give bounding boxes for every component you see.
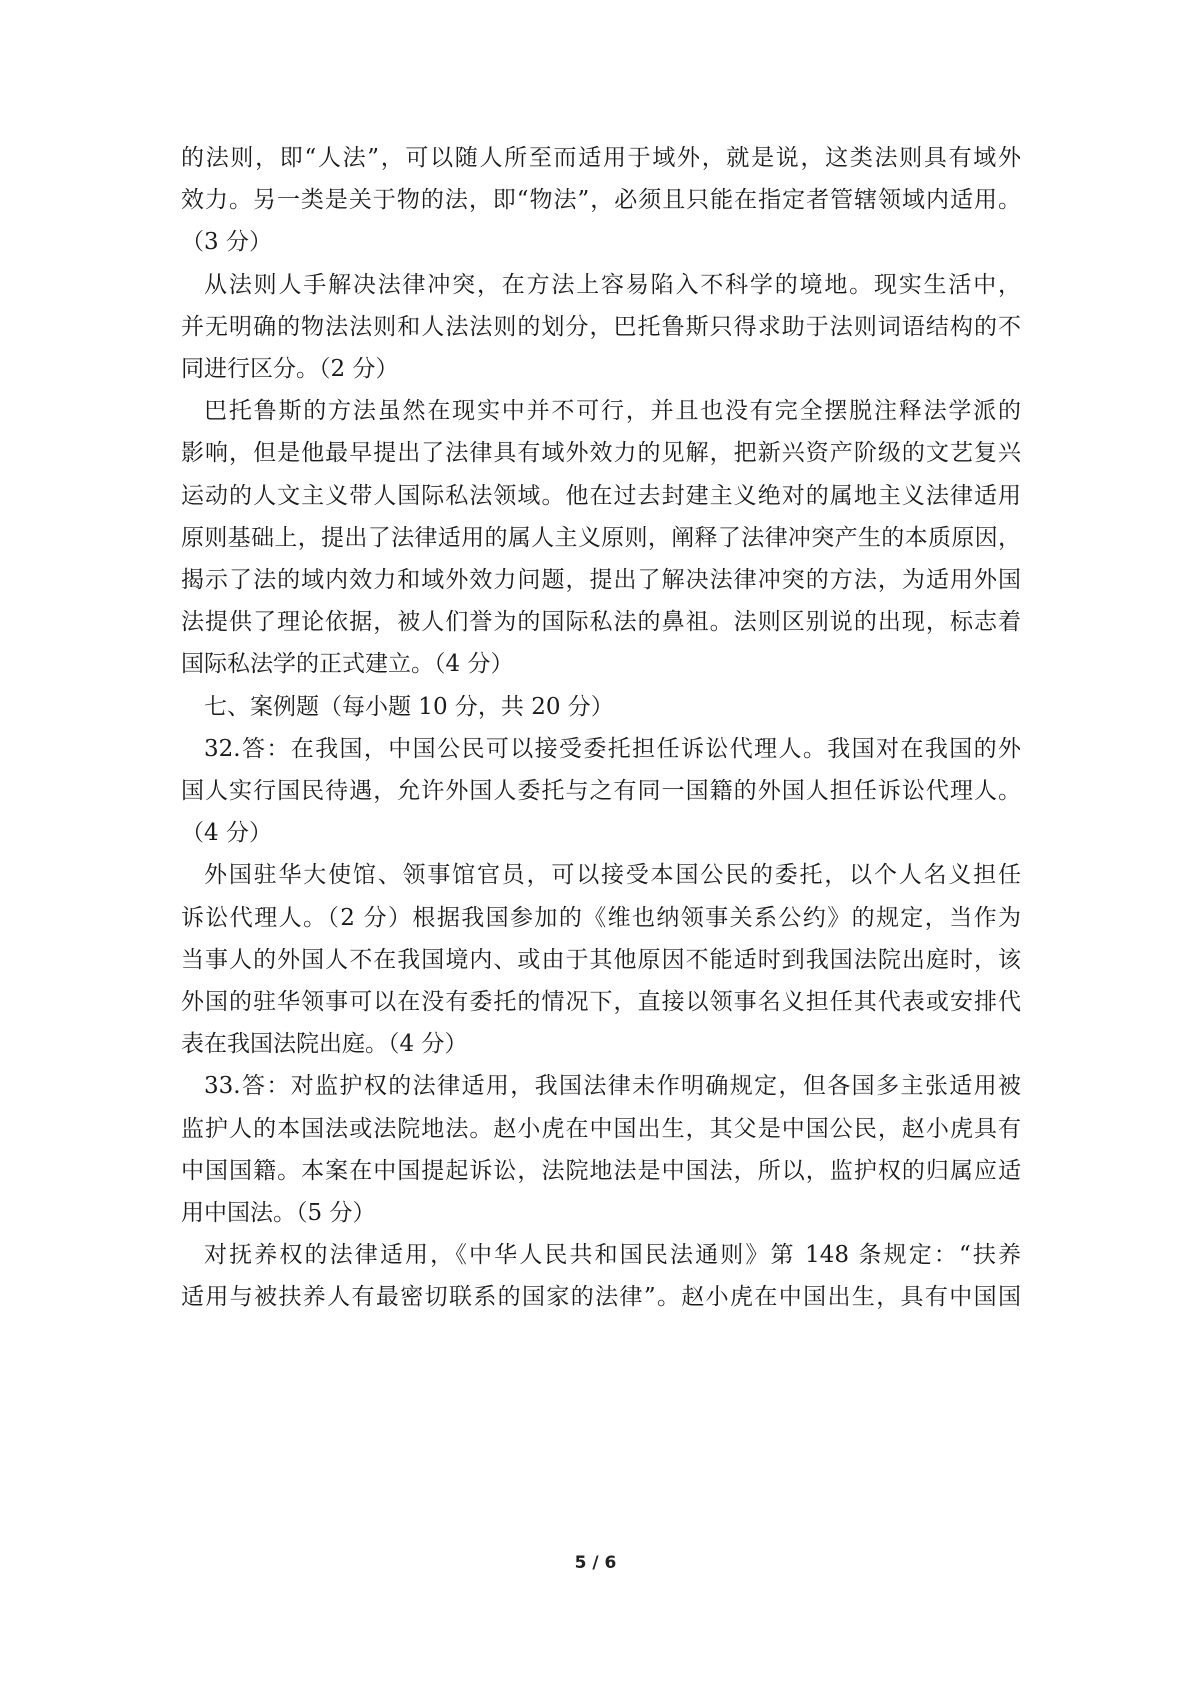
text-line: 运动的人文主义带人国际私法领域。他在过去封建主义绝对的属地主义法律适用 — [181, 482, 1021, 509]
text-line: 效力。另一类是关于物的法，即“物法”，必须且只能在指定者管辖领域内适用。 — [181, 187, 1021, 214]
text-line: 法提供了理论依据，被人们誉为的国际私法的鼻祖。法则区别说的出现，标志着 — [181, 609, 1021, 636]
text-line: 同进行区分。（2 分） — [181, 356, 399, 382]
text-line: 当事人的外国人不在我国境内、或由于其他原因不能适时到我国法院出庭时，该 — [181, 946, 1021, 973]
text-line: 32.答：在我国，中国公民可以接受委托担任诉讼代理人。我国对在我国的外 — [204, 735, 1021, 762]
text-line: 表在我国法院出庭。（4 分） — [181, 1031, 468, 1058]
text-line: 诉讼代理人。（2 分）根据我国参加的《维也纳领事关系公约》的规定，当作为 — [181, 904, 1021, 931]
text-line: 用中国法。（5 分） — [181, 1200, 376, 1226]
text-line: 七、案例题（每小题 10 分，共 20 分） — [204, 693, 614, 720]
page-number: 5 / 6 — [574, 1553, 617, 1573]
text-line: 外国的驻华领事可以在没有委托的情况下，直接以领事名义担任其代表或安排代 — [181, 989, 1021, 1015]
text-line: 适用与被扶养人有最密切联系的国家的法律”。赵小虎在中国出生，具有中国国 — [181, 1284, 1021, 1311]
text-line: 国人实行国民待遇，允许外国人委托与之有同一国籍的外国人担任诉讼代理人。 — [181, 778, 1021, 804]
text-line: 对抚养权的法律适用，《中华人民共和国民法通则》第 148 条规定：“扶养 — [204, 1242, 1021, 1269]
text-line: 监护人的本国法或法院地法。赵小虎在中国出生，其父是中国公民，赵小虎具有 — [181, 1115, 1021, 1142]
text-line: 从法则人手解决法律冲突，在方法上容易陷入不科学的境地。现实生活中， — [204, 271, 1021, 298]
text-line: 中国国籍。本案在中国提起诉讼，法院地法是中国法，所以，监护权的归属应适 — [181, 1157, 1021, 1184]
text-line: 并无明确的物法法则和人法法则的划分，巴托鲁斯只得求助于法则词语结构的不 — [181, 313, 1021, 340]
text-line: 原则基础上，提出了法律适用的属人主义原则，阐释了法律冲突产生的本质原因， — [181, 524, 1021, 551]
text-line: 的法则，即“人法”，可以随人所至而适用于域外，就是说，这类法则具有域外 — [181, 145, 1021, 171]
text-line: 影响，但是他最早提出了法律具有域外效力的见解，把新兴资产阶级的文艺复兴 — [181, 440, 1021, 467]
text-line: 揭示了法的域内效力和域外效力问题，提出了解决法律冲突的方法，为适用外国 — [181, 567, 1021, 593]
text-line: 国际私法学的正式建立。（4 分） — [181, 651, 514, 678]
text-line: 33.答：对监护权的法律适用，我国法律未作明确规定，但各国多主张适用被 — [204, 1073, 1021, 1100]
text-line: （4 分） — [181, 820, 272, 847]
text-line: （3 分） — [181, 229, 272, 256]
text-line: 巴托鲁斯的方法虽然在现实中并不可行，并且也没有完全摆脱注释法学派的 — [204, 398, 1021, 425]
text-line: 外国驻华大使馆、领事馆官员，可以接受本国公民的委托，以个人名义担任 — [204, 862, 1021, 889]
